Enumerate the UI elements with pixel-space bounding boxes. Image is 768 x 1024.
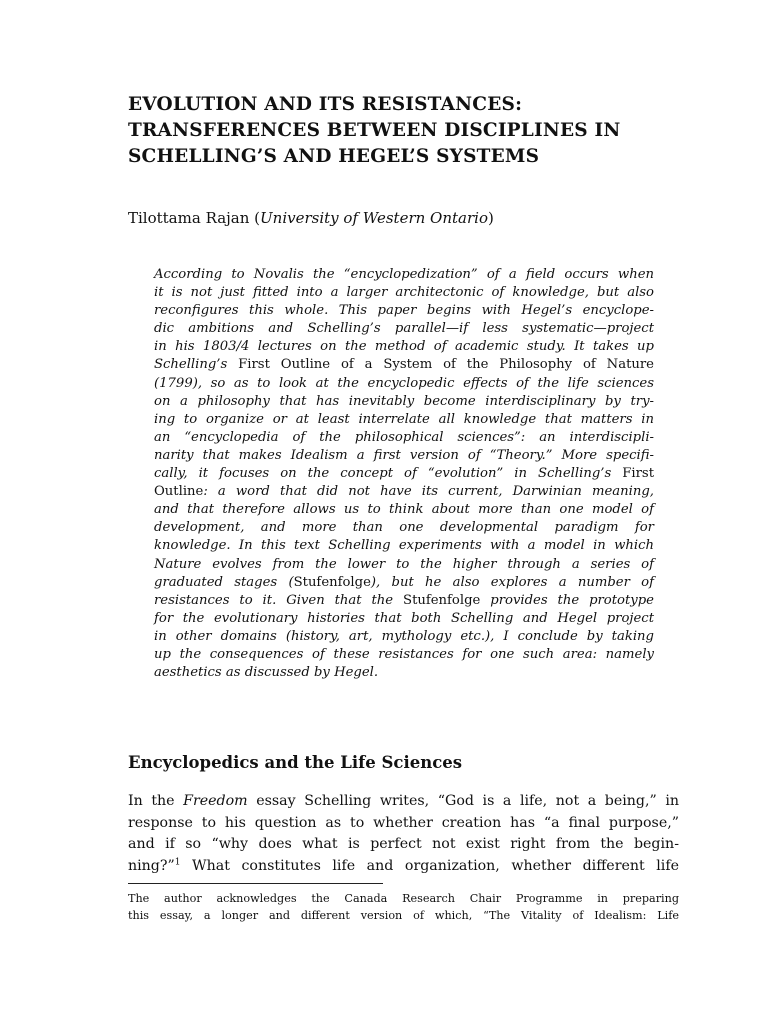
author-affiliation: University of Western Ontario <box>260 209 488 227</box>
title-line: SCHELLING’S AND HEGEL’S SYSTEMS <box>128 146 540 167</box>
abstract-line: for the evolutionary histories that both Schelling and Hegel project <box>154 610 654 626</box>
author-close-paren: ) <box>487 209 494 227</box>
body-text: In the <box>128 793 184 809</box>
body-line <box>128 856 679 878</box>
abstract-line: narity that makes Idealism a first version of “Theory.” More specifi- <box>154 447 654 463</box>
abstract-line <box>154 465 654 483</box>
abstract-line: development, and more than one developmental paradigm for <box>154 520 654 536</box>
footnote-divider <box>128 883 383 884</box>
term: Stufenfolge <box>403 592 481 608</box>
footnote <box>128 891 679 924</box>
body-text: ning?” <box>128 857 175 874</box>
book-title: Outline <box>154 484 204 500</box>
term: Stufenfolge <box>293 574 371 590</box>
author-line <box>128 207 494 229</box>
abstract-line: up the consequences of these resistances for one such area: namely <box>154 646 654 662</box>
abstract-text: graduated stages ( <box>154 574 294 590</box>
abstract-line: on a philosophy that has inevitably become interdisciplinary by try- <box>154 393 654 409</box>
abstract-text: Schelling’s <box>154 357 239 373</box>
abstract-line <box>154 356 654 374</box>
essay-title: Freedom <box>183 793 248 809</box>
abstract-line: it is not just fitted into a larger architectonic of knowledge, but also <box>154 285 654 301</box>
footnote-line: The author acknowledges the Canada Research Chair Programme in preparing <box>128 892 679 905</box>
abstract-line <box>154 574 654 592</box>
abstract-text: resistances to it. Given that the <box>154 592 404 608</box>
body-text: essay Schelling writes, “God is a life, not a being,” in <box>247 793 680 809</box>
title-line: TRANSFERENCES BETWEEN DISCIPLINES IN <box>128 120 621 141</box>
abstract-line <box>154 483 654 501</box>
abstract-line: According to Novalis the “encyclopedization” of a field occurs when <box>154 267 654 282</box>
abstract-line: and that therefore allows us to think about more than one model of <box>154 502 654 518</box>
body-line <box>128 791 679 813</box>
body-line: response to his question as to whether creation has “a final purpose,” <box>128 814 679 831</box>
abstract-line: ing to organize or at least interrelate all knowledge that matters in <box>154 411 654 427</box>
footnote-line: this essay, a longer and different version of which, “The Vitality of Idealism: Life <box>128 908 679 922</box>
body-paragraph <box>128 791 679 877</box>
abstract-text: ), but he also explores a number of <box>370 574 654 590</box>
abstract-line: aesthetics as discussed by Hegel. <box>154 665 379 681</box>
abstract-text: : a word that did not have its current, Darwinian meaning, <box>203 484 654 500</box>
abstract-line: (1799), so as to look at the encyclopedic effects of the life sciences <box>154 375 654 391</box>
abstract-text: provides the prototype <box>480 592 654 608</box>
book-title: First Outline of a System of the Philosophy of Nature <box>238 357 654 373</box>
abstract-text: cally, it focuses on the concept of “evolution” in Schelling’s <box>154 466 623 482</box>
abstract-line: reconfigures this whole. This paper begins with Hegel’s encyclope- <box>154 303 654 319</box>
title-line: EVOLUTION AND ITS RESISTANCES: <box>128 94 523 115</box>
abstract <box>154 266 654 682</box>
book-title: First <box>622 466 654 482</box>
abstract-line: Nature evolves from the lower to the higher through a series of <box>154 556 654 572</box>
abstract-line: dic ambitions and Schelling’s parallel—if less systematic—project <box>154 321 654 337</box>
section-heading: Encyclopedics and the Life Sciences <box>128 753 463 772</box>
abstract-line: an “encyclopedia of the philosophical sciences”: an interdiscipli- <box>154 429 654 445</box>
body-line: and if so “why does what is perfect not exist right from the begin- <box>128 836 679 852</box>
paper-title <box>128 92 688 170</box>
abstract-line: in his 1803/4 lectures on the method of academic study. It takes up <box>154 339 654 355</box>
abstract-line: in other domains (history, art, mythology etc.), I conclude by taking <box>154 628 654 644</box>
abstract-line <box>154 592 654 610</box>
abstract-line: knowledge. In this text Schelling experiments with a model in which <box>154 538 654 554</box>
author-name: Tilottama Rajan ( <box>128 209 261 227</box>
body-text: What constitutes life and organization, whether different life <box>180 857 679 874</box>
footnote-marker: 1 <box>174 856 181 867</box>
